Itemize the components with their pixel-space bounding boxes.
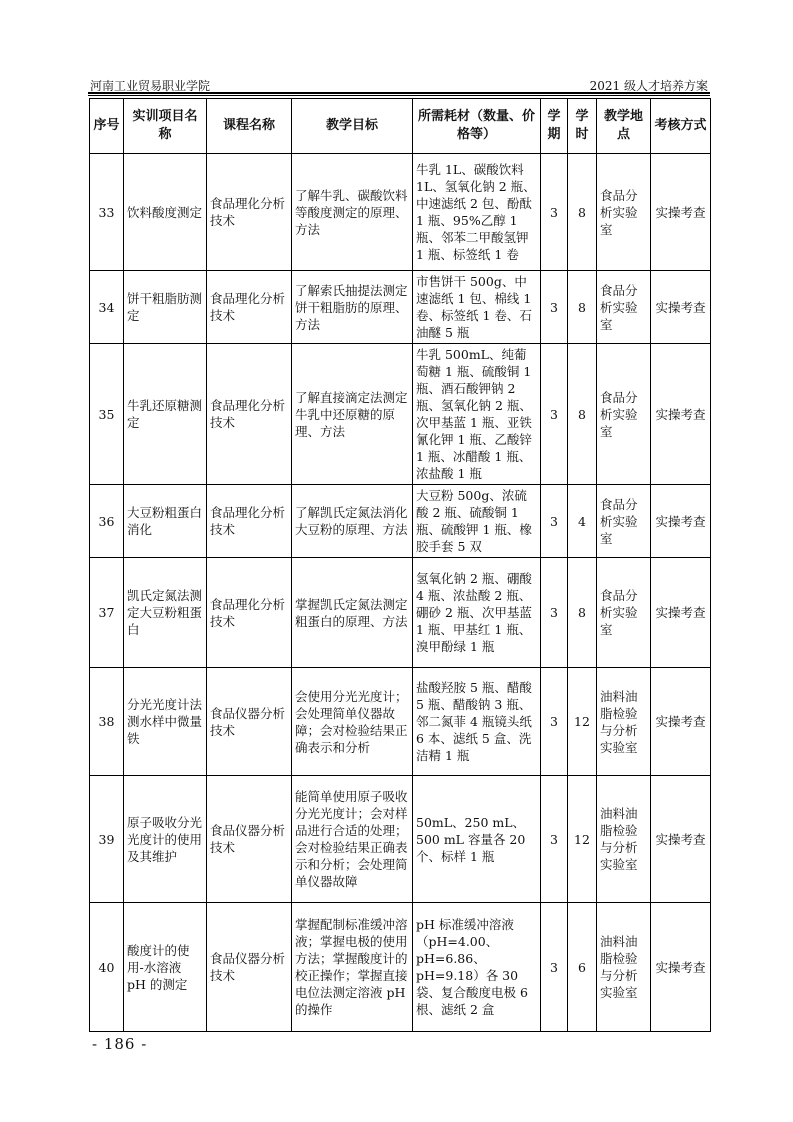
cell-term: 3	[541, 344, 568, 485]
cell-project: 原子吸收分光光度计的使用及其维护	[124, 776, 207, 903]
cell-exam: 实操考查	[651, 903, 711, 1032]
col-header-goal: 教学目标	[292, 99, 413, 154]
cell-term: 3	[541, 668, 568, 776]
header-school-name: 河南工业贸易职业学院	[90, 79, 211, 93]
cell-goal: 了解牛乳、碳酸饮料等酸度测定的原理、方法	[292, 154, 413, 271]
cell-goal: 会使用分光光度计；会处理简单仪器故障；会对检验结果正确表示和分析	[292, 668, 413, 776]
cell-exam: 实操考查	[651, 344, 711, 485]
cell-exam: 实操考查	[651, 776, 711, 903]
cell-no: 36	[90, 485, 124, 558]
cell-course: 食品理化分析技术	[207, 485, 292, 558]
cell-hours: 12	[568, 776, 597, 903]
running-header	[88, 74, 710, 92]
header-rule-thick	[88, 92, 710, 94]
cell-materials: 50mL、250 mL、500 mL 容量各 20 个、标样 1 瓶	[413, 776, 541, 903]
cell-goal: 掌握配制标准缓冲溶液；掌握电极的使用方法；掌握酸度计的校正操作；掌握直接电位法测定溶液 pH 的操作	[292, 903, 413, 1032]
cell-place: 油料油脂检验与分析实验室	[597, 903, 651, 1032]
cell-no: 37	[90, 558, 124, 668]
cell-course: 食品理化分析技术	[207, 344, 292, 485]
cell-exam: 实操考查	[651, 154, 711, 271]
cell-term: 3	[541, 558, 568, 668]
cell-course: 食品仪器分析技术	[207, 776, 292, 903]
cell-place: 食品分析实验室	[597, 485, 651, 558]
table-row	[90, 558, 711, 668]
cell-project: 牛乳还原糖测定	[124, 344, 207, 485]
cell-exam: 实操考查	[651, 558, 711, 668]
cell-course: 食品仪器分析技术	[207, 668, 292, 776]
cell-materials: 盐酸羟胺 5 瓶、醋酸 5 瓶、醋酸钠 3 瓶、邻二氮菲 4 瓶镜头纸 6 本、滤纸 5 盒、洗洁精 1 瓶	[413, 668, 541, 776]
cell-term: 3	[541, 154, 568, 271]
cell-project: 大豆粉粗蛋白消化	[124, 485, 207, 558]
cell-term: 3	[541, 776, 568, 903]
col-header-exam: 考核方式	[651, 99, 711, 154]
training-table	[89, 98, 711, 1032]
cell-hours: 6	[568, 903, 597, 1032]
cell-project: 酸度计的使用-水溶液 pH 的测定	[124, 903, 207, 1032]
cell-project: 分光光度计法测水样中微量铁	[124, 668, 207, 776]
cell-hours: 8	[568, 558, 597, 668]
cell-place: 油料油脂检验与分析实验室	[597, 776, 651, 903]
cell-materials: 市售饼干 500g、中速滤纸 1 包、棉线 1 卷、标签纸 1 卷、石油醚 5 瓶	[413, 271, 541, 344]
cell-no: 34	[90, 271, 124, 344]
cell-course: 食品理化分析技术	[207, 271, 292, 344]
cell-course: 食品理化分析技术	[207, 558, 292, 668]
cell-materials: 氢氧化钠 2 瓶、硼酸 4 瓶、浓盐酸 2 瓶、硼砂 2 瓶、次甲基蓝 1 瓶、甲基红 1 瓶、溴甲酚绿 1 瓶	[413, 558, 541, 668]
table-row	[90, 776, 711, 903]
cell-project: 饮料酸度测定	[124, 154, 207, 271]
cell-hours: 4	[568, 485, 597, 558]
cell-materials: pH 标准缓冲溶液（pH=4.00、pH=6.86、pH=9.18）各 30 袋、复合酸度电极 6 根、滤纸 2 盒	[413, 903, 541, 1032]
header-rule-thin	[88, 95, 710, 96]
col-header-project: 实训项目名称	[124, 99, 207, 154]
cell-place: 食品分析实验室	[597, 154, 651, 271]
table-row	[90, 154, 711, 271]
cell-exam: 实操考查	[651, 485, 711, 558]
cell-hours: 8	[568, 344, 597, 485]
table-header-row	[90, 99, 711, 154]
cell-place: 油料油脂检验与分析实验室	[597, 668, 651, 776]
cell-term: 3	[541, 485, 568, 558]
cell-no: 33	[90, 154, 124, 271]
cell-exam: 实操考查	[651, 271, 711, 344]
cell-project: 凯氏定氮法测定大豆粉粗蛋白	[124, 558, 207, 668]
col-header-place: 教学地点	[597, 99, 651, 154]
cell-exam: 实操考查	[651, 668, 711, 776]
cell-goal: 了解索氏抽提法测定饼干粗脂肪的原理、方法	[292, 271, 413, 344]
table-row	[90, 668, 711, 776]
col-header-no: 序号	[90, 99, 124, 154]
cell-materials: 牛乳 1L、碳酸饮料 1L、氢氧化钠 2 瓶、中速滤纸 2 包、酚酞 1 瓶、95%乙醇 1 瓶、邻苯二甲酸氢钾 1 瓶、标签纸 1 卷	[413, 154, 541, 271]
table-row	[90, 903, 711, 1032]
cell-project: 饼干粗脂肪测定	[124, 271, 207, 344]
cell-goal: 能简单使用原子吸收分光光度计；会对样品进行合适的处理；会对检验结果正确表示和分析；会处理简单仪器故障	[292, 776, 413, 903]
table-row	[90, 344, 711, 485]
table-row	[90, 271, 711, 344]
cell-no: 35	[90, 344, 124, 485]
cell-hours: 8	[568, 271, 597, 344]
cell-materials: 大豆粉 500g、浓硫酸 2 瓶、硫酸铜 1 瓶、硫酸钾 1 瓶、橡胶手套 5 双	[413, 485, 541, 558]
cell-no: 39	[90, 776, 124, 903]
page-number: - 186 -	[92, 1035, 148, 1053]
cell-place: 食品分析实验室	[597, 558, 651, 668]
cell-place: 食品分析实验室	[597, 271, 651, 344]
col-header-materials: 所需耗材（数量、价格等）	[413, 99, 541, 154]
cell-no: 40	[90, 903, 124, 1032]
cell-materials: 牛乳 500mL、纯葡萄糖 1 瓶、硫酸铜 1 瓶、酒石酸钾钠 2 瓶、氢氧化钠 2 瓶、次甲基蓝 1 瓶、亚铁氰化钾 1 瓶、乙酸锌 1 瓶、冰醋酸 1 瓶、浓盐酸 1 瓶	[413, 344, 541, 485]
col-header-term: 学期	[541, 99, 568, 154]
cell-course: 食品仪器分析技术	[207, 903, 292, 1032]
cell-no: 38	[90, 668, 124, 776]
cell-place: 食品分析实验室	[597, 344, 651, 485]
header-plan-title: 2021 级人才培养方案	[589, 79, 708, 93]
table-row	[90, 485, 711, 558]
cell-goal: 了解凯氏定氮法消化大豆粉的原理、方法	[292, 485, 413, 558]
cell-hours: 12	[568, 668, 597, 776]
cell-goal: 掌握凯氏定氮法测定粗蛋白的原理、方法	[292, 558, 413, 668]
cell-hours: 8	[568, 154, 597, 271]
cell-course: 食品理化分析技术	[207, 154, 292, 271]
col-header-course: 课程名称	[207, 99, 292, 154]
col-header-hours: 学时	[568, 99, 597, 154]
cell-goal: 了解直接滴定法测定牛乳中还原糖的原理、方法	[292, 344, 413, 485]
cell-term: 3	[541, 271, 568, 344]
cell-term: 3	[541, 903, 568, 1032]
